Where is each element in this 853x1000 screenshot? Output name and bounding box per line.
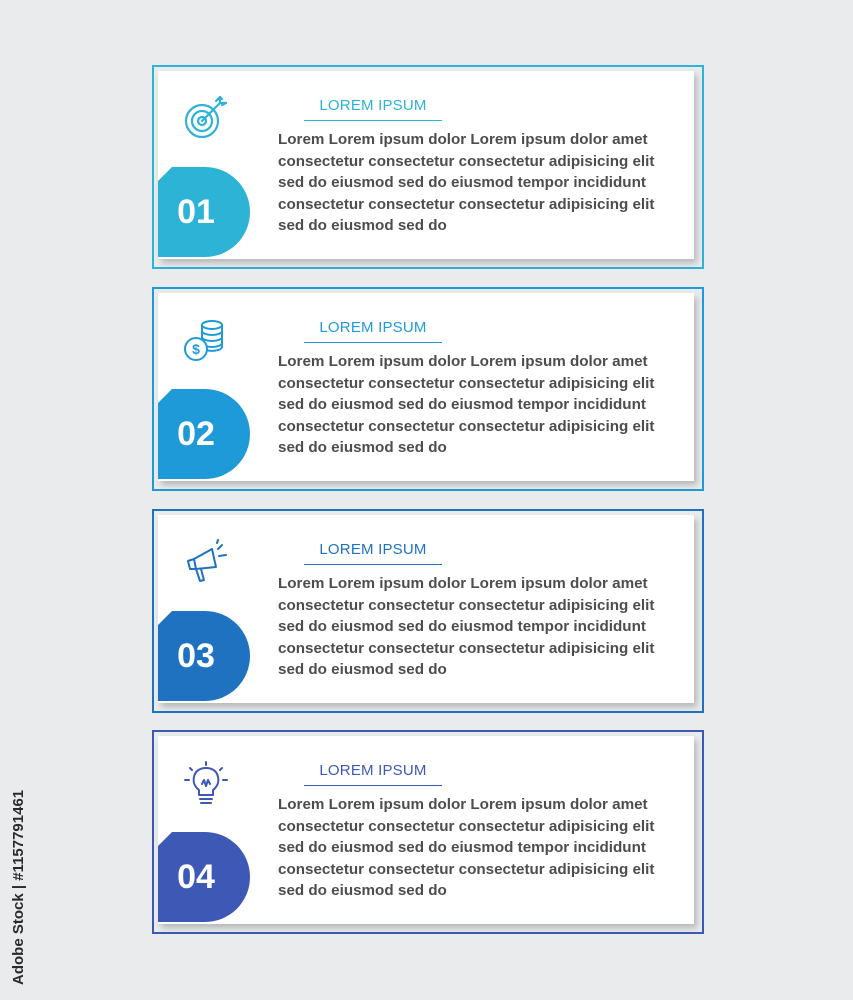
step-card-2 bbox=[152, 287, 704, 491]
description-line: sed do eiusmod sed do eiusmod tempor incididunt bbox=[278, 174, 646, 191]
step-number-tab bbox=[158, 389, 250, 479]
description-line: sed do eiusmod sed do bbox=[278, 661, 447, 678]
step-description bbox=[278, 573, 668, 681]
description-line: consectetur consectetur consectetur adipisicing elit bbox=[278, 374, 655, 392]
step-number: 02 bbox=[177, 414, 215, 453]
step-description bbox=[278, 351, 668, 459]
description-line: consectetur consectetur consectetur adipisicing elit bbox=[278, 195, 655, 213]
description-line: Lorem Lorem ipsum dolor Lorem ipsum dolor amet bbox=[278, 131, 648, 148]
step-card-3 bbox=[152, 509, 704, 713]
step-title: LOREM IPSUM bbox=[304, 97, 442, 121]
description-line: consectetur consectetur consectetur adipisicing elit bbox=[278, 817, 655, 835]
step-number: 01 bbox=[177, 192, 215, 231]
step-title: LOREM IPSUM bbox=[304, 541, 442, 565]
megaphone-icon bbox=[182, 539, 230, 587]
description-line: sed do eiusmod sed do bbox=[278, 217, 447, 234]
step-card-1 bbox=[152, 65, 704, 269]
step-number-tab bbox=[158, 167, 250, 257]
description-line: sed do eiusmod sed do eiusmod tempor incididunt bbox=[278, 396, 646, 413]
svg-text:$: $ bbox=[192, 341, 200, 357]
step-description bbox=[278, 794, 668, 902]
step-number-tab bbox=[158, 611, 250, 701]
target-icon bbox=[182, 95, 230, 143]
description-line: consectetur consectetur consectetur adipisicing elit bbox=[278, 860, 655, 878]
step-description bbox=[278, 129, 668, 237]
description-line: sed do eiusmod sed do eiusmod tempor incididunt bbox=[278, 618, 646, 635]
coins-icon bbox=[182, 317, 230, 365]
lightbulb-icon bbox=[182, 760, 230, 808]
step-number-tab bbox=[158, 832, 250, 922]
description-line: sed do eiusmod sed do eiusmod tempor incididunt bbox=[278, 839, 646, 856]
step-card-4 bbox=[152, 730, 704, 934]
stock-credit: Adobe Stock | #1157791461 bbox=[10, 789, 27, 985]
step-title: LOREM IPSUM bbox=[304, 762, 442, 786]
description-line: consectetur consectetur consectetur adipisicing elit bbox=[278, 639, 655, 657]
description-line: sed do eiusmod sed do bbox=[278, 439, 447, 456]
description-line: Lorem Lorem ipsum dolor Lorem ipsum dolor amet bbox=[278, 796, 648, 813]
description-line: sed do eiusmod sed do bbox=[278, 882, 447, 899]
step-number: 03 bbox=[177, 636, 215, 675]
description-line: Lorem Lorem ipsum dolor Lorem ipsum dolor amet bbox=[278, 353, 648, 370]
step-number: 04 bbox=[177, 857, 215, 896]
description-line: consectetur consectetur consectetur adipisicing elit bbox=[278, 417, 655, 435]
step-title: LOREM IPSUM bbox=[304, 319, 442, 343]
description-line: consectetur consectetur consectetur adipisicing elit bbox=[278, 152, 655, 170]
description-line: Lorem Lorem ipsum dolor Lorem ipsum dolor amet bbox=[278, 575, 648, 592]
description-line: consectetur consectetur consectetur adipisicing elit bbox=[278, 596, 655, 614]
